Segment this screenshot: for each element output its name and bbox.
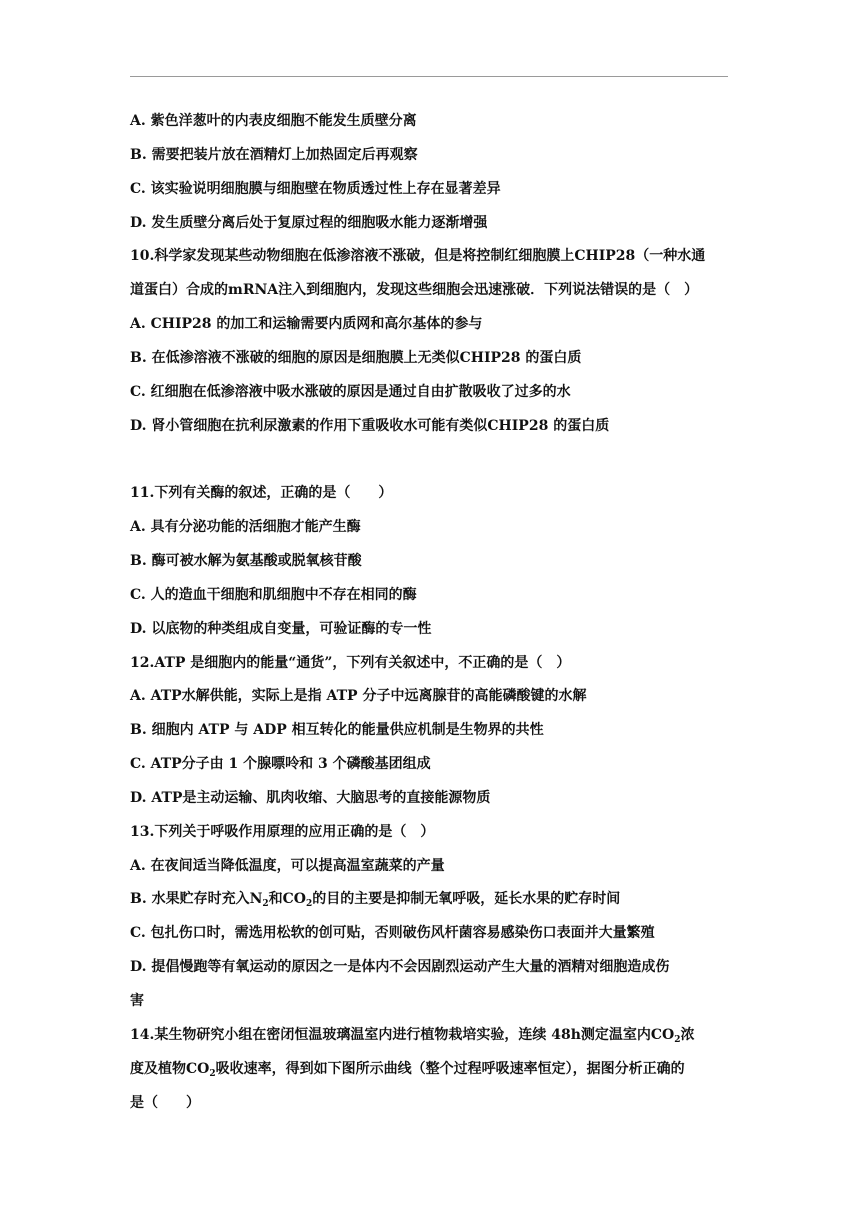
q11-option-a: A. 具有分泌功能的活细胞才能产生酶: [130, 519, 361, 535]
q10-stem-line1: 10.科学家发现某些动物细胞在低渗溶液不涨破，但是将控制红细胞膜上CHIP28（一种水通: [130, 248, 706, 264]
q12-stem: 12.ATP 是细胞内的能量“通货”，下列有关叙述中，不正确的是（ ）: [130, 655, 571, 671]
q14-stem-line1: 14.某生物研究小组在密闭恒温玻璃温室内进行植物栽培实验，连续 48h测定温室内$CO_2$浓: [130, 1027, 695, 1045]
q10-option-a: A. CHIP28 的加工和运输需要内质网和高尔基体的参与: [130, 316, 483, 332]
q13-option-d-line2: 害: [130, 993, 144, 1009]
q10-option-b: B. 在低渗溶液不涨破的细胞的原因是细胞膜上无类似CHIP28 的蛋白质: [130, 350, 582, 366]
q9-option-d: D. 发生质壁分离后处于复原过程的细胞吸水能力逐渐增强: [130, 215, 488, 231]
q12-option-d: D. ATP是主动运输、肌肉收缩、大脑思考的直接能源物质: [130, 790, 491, 806]
q11-option-c: C. 人的造血干细胞和肌细胞中不存在相同的酶: [130, 587, 417, 603]
q11-option-b: B. 酶可被水解为氨基酸或脱氧核苷酸: [130, 553, 362, 569]
q13-option-a: A. 在夜间适当降低温度，可以提高温室蔬菜的产量: [130, 858, 445, 874]
header-rule: [130, 76, 728, 77]
q13-option-b: B. 水果贮存时充入$N_2$和$CO_2$的目的主要是抑制无氧呼吸，延长水果的贮存时间: [130, 891, 621, 909]
q12-option-c: C. ATP分子由 1 个腺嘌呤和 3 个磷酸基团组成: [130, 756, 431, 772]
q13-option-c: C. 包扎伤口时，需选用松软的创可贴，否则破伤风杆菌容易感染伤口表面并大量繁殖: [130, 925, 655, 941]
q9-option-b: B. 需要把装片放在酒精灯上加热固定后再观察: [130, 147, 418, 163]
q11-option-d: D. 以底物的种类组成自变量，可验证酶的专一性: [130, 621, 432, 637]
q9-option-c: C. 该实验说明细胞膜与细胞壁在物质透过性上存在显著差异: [130, 181, 501, 197]
q10-stem-line2: 道蛋白）合成的mRNA注入到细胞内，发现这些细胞会迅速涨破．下列说法错误的是（ ）: [130, 282, 699, 298]
q13-option-d-line1: D. 提倡慢跑等有氧运动的原因之一是体内不会因剧烈运动产生大量的酒精对细胞造成伤: [130, 959, 670, 975]
q14-stem-line3: 是（ ）: [130, 1095, 200, 1111]
q14-stem-line2: 度及植物$CO_2$吸收速率，得到如下图所示曲线（整个过程呼吸速率恒定），据图分析正确的: [130, 1061, 685, 1079]
q9-option-a: A. 紫色洋葱叶的内表皮细胞不能发生质壁分离: [130, 113, 417, 129]
q10-option-c: C. 红细胞在低渗溶液中吸水涨破的原因是通过自由扩散吸收了过多的水: [130, 384, 571, 400]
q12-option-a: A. ATP水解供能，实际上是指 ATP 分子中远离腺苷的高能磷酸键的水解: [130, 688, 587, 704]
q10-option-d: D. 肾小管细胞在抗利尿激素的作用下重吸收水可能有类似CHIP28 的蛋白质: [130, 418, 610, 434]
q11-stem: 11.下列有关酶的叙述，正确的是（ ）: [130, 485, 393, 501]
q13-stem: 13.下列关于呼吸作用原理的应用正确的是（ ）: [130, 824, 435, 840]
q12-option-b: B. 细胞内 ATP 与 ADP 相互转化的能量供应机制是生物界的共性: [130, 722, 544, 738]
